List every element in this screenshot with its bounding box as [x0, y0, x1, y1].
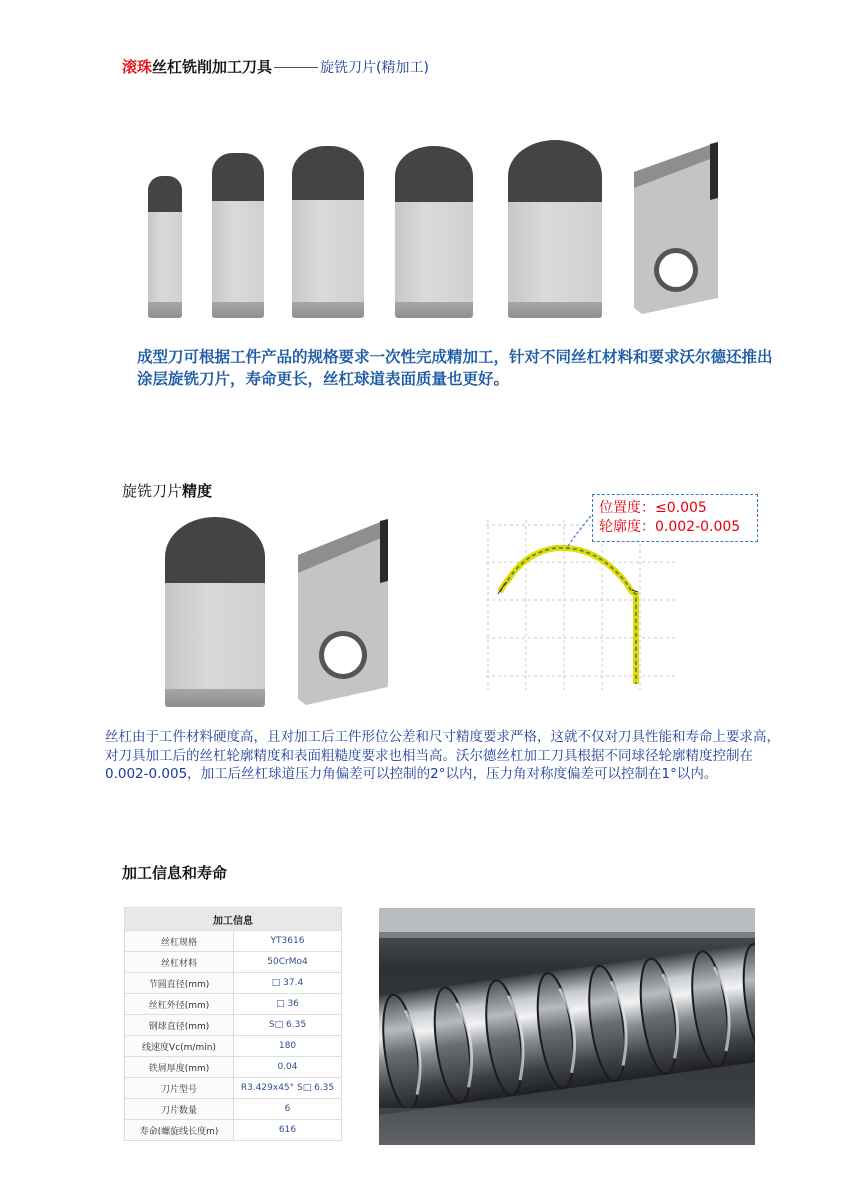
table-row: [125, 931, 342, 952]
table-key: 丝杠规格: [125, 931, 234, 952]
title-main: 丝杠铣削加工刀具: [152, 58, 273, 76]
insert-2: [212, 153, 264, 318]
title-sub: 旋铣刀片(精加工): [320, 60, 429, 76]
table-row: [125, 1036, 342, 1057]
table-row: [125, 952, 342, 973]
insert-3: [292, 146, 364, 318]
inserts-illustration: [140, 138, 740, 318]
table-value: S□ 6.35: [234, 1015, 342, 1036]
table-key: 寿命(螺旋线长度m): [125, 1120, 234, 1141]
table-key: 丝杠外径(mm): [125, 994, 234, 1015]
table-row: [125, 1120, 342, 1141]
table-row: [125, 1078, 342, 1099]
precision-heading: [122, 480, 212, 501]
table-key: 刀片数量: [125, 1099, 234, 1120]
table-value: 0.04: [234, 1057, 342, 1078]
table-row: [125, 1015, 342, 1036]
title-dash: [274, 67, 318, 68]
insert-5: [508, 140, 602, 318]
table-key: 钢球直径(mm): [125, 1015, 234, 1036]
table-key: 刀片型号: [125, 1078, 234, 1099]
precision-text: 丝杠由于工件材料硬度高，且对加工后工件形位公差和尺寸精度要求严格，这就不仅对刀具性能和寿命上要求高，对刀具加工后的丝杠轮廓精度和表面粗糙度要求也相当高。沃尔德丝杠加工刀具根据不同球径轮廓精度控制在0.002-0.005，加工后丝杠球道压力角偏差可以控制的2°以内，压力角对称度偏差可以控制在1°以内。: [105, 729, 780, 782]
precision-heading-plain: 旋铣刀片: [122, 482, 183, 500]
insert-1: [148, 176, 182, 318]
profile-tolerance: 轮廓度：0.002-0.005: [599, 519, 741, 535]
table-value: R3.429x45° S□ 6.35: [234, 1078, 342, 1099]
table-value: 50CrMo4: [234, 952, 342, 973]
insert-side-view: [634, 138, 724, 318]
ball-screw-photo: [379, 908, 755, 1145]
page-title: [122, 56, 429, 77]
position-tolerance: 位置度：≤0.005: [599, 500, 707, 516]
table-row: [125, 1057, 342, 1078]
table-header: 加工信息: [125, 908, 342, 931]
table-value: □ 37.4: [234, 973, 342, 994]
insert-4: [395, 146, 473, 318]
precision-heading-bold: 精度: [182, 482, 213, 500]
table-row: [125, 1099, 342, 1120]
title-red: 滚珠: [122, 58, 153, 76]
table-value: □ 36: [234, 994, 342, 1015]
precision-insert-front: [165, 517, 265, 707]
table-key: 铁屑厚度(mm): [125, 1057, 234, 1078]
intro-text: 成型刀可根据工件产品的规格要求一次性完成精加工，针对不同丝杠材料和要求沃尔德还推出涂层旋铣刀片，寿命更长，丝杠球道表面质量也更好。: [137, 348, 773, 388]
machining-info-table: [124, 907, 342, 1141]
table-row: [125, 973, 342, 994]
table-value: 180: [234, 1036, 342, 1057]
table-key: 丝杠材料: [125, 952, 234, 973]
table-value: 6: [234, 1099, 342, 1120]
table-row: [125, 994, 342, 1015]
table-value: 616: [234, 1120, 342, 1141]
info-heading: 加工信息和寿命: [122, 864, 228, 882]
table-value: YT3616: [234, 931, 342, 952]
tolerance-box: [592, 494, 758, 542]
table-key: 节圆直径(mm): [125, 973, 234, 994]
table-key: 线速度Vc(m/min): [125, 1036, 234, 1057]
precision-insert-side: [298, 517, 390, 707]
